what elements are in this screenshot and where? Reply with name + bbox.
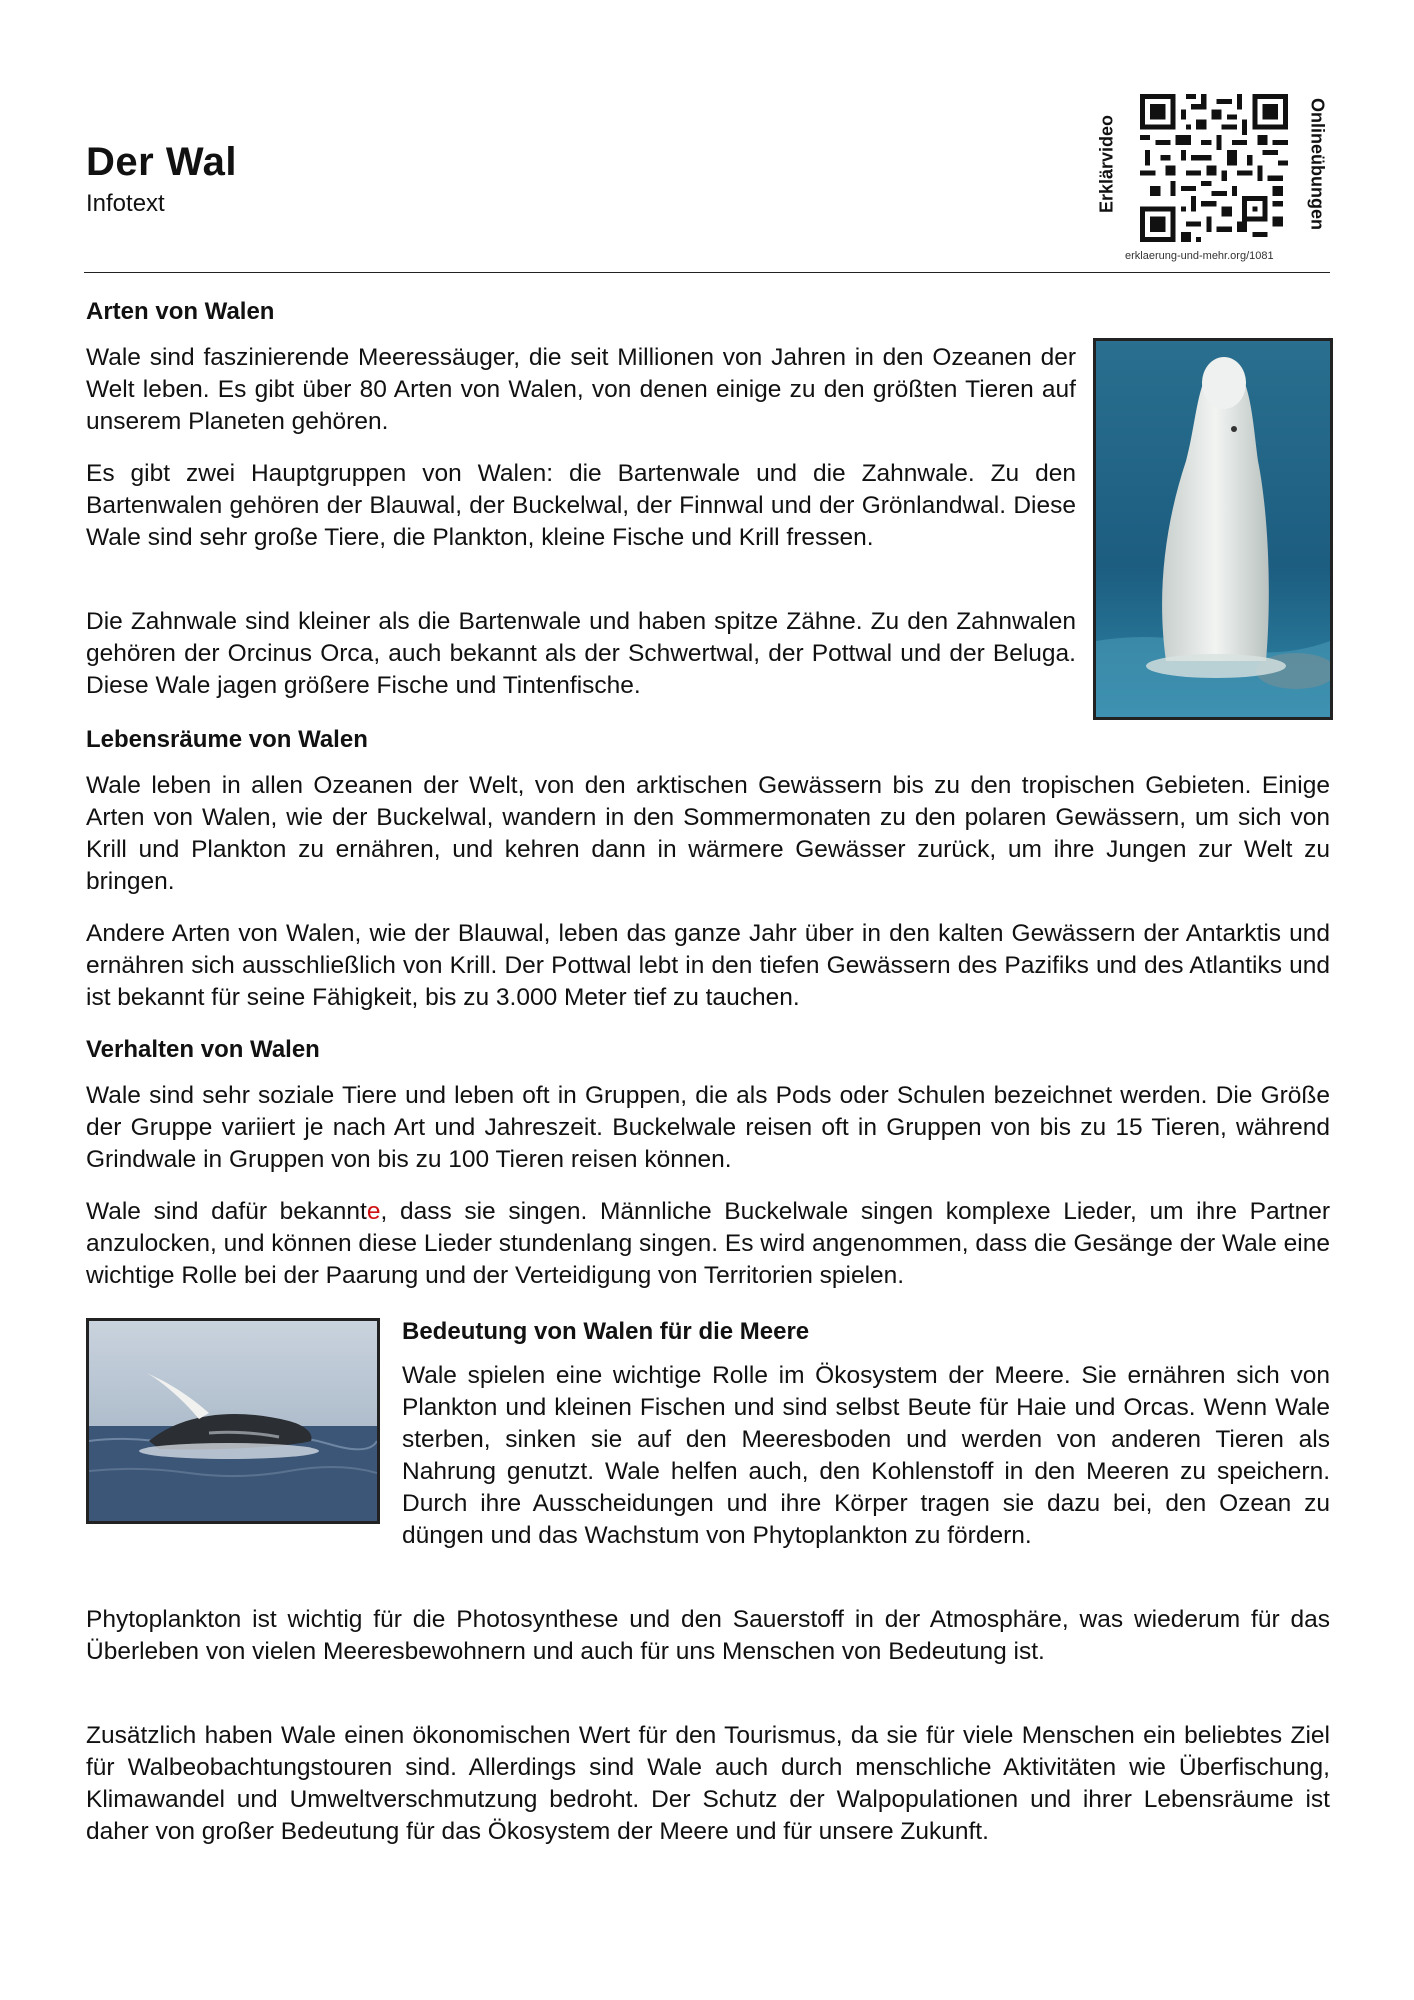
paragraph-lebensraeume-1: Wale leben in allen Ozeanen der Welt, von den arktischen Gewässern bis zu den tropischen Gebieten. Einige Arten von Walen, wie der Buckelwal, wandern in den Sommermonaten zu den polaren Gewässern, um sich von Krill und Plankton zu ernähren, und kehren dann in wärmere Gewässer zurück, um ihre Jungen zur Welt zu bringen. <box>86 772 1330 895</box>
qr-label-onlineuebungen: Onlineübungen <box>1307 98 1328 230</box>
paragraph-arten-2: Es gibt zwei Hauptgruppen von Walen: die Bartenwale und die Zahnwale. Zu den Bartenwalen gehören der Blauwal, der Buckelwal, der Finnwal und der Grönlandwal. Diese Wale sind sehr große Tiere, die Plankton, kleine Fische und Krill fressen. <box>86 460 1076 551</box>
humpback-image <box>89 1321 377 1521</box>
qr-code-block[interactable] <box>1085 88 1340 268</box>
paragraph-verhalten-1: Wale sind sehr soziale Tiere und leben oft in Gruppen, die als Pods oder Schulen bezeichnet werden. Die Größe der Gruppe variiert je nach Art und Jahreszeit. Buckelwale reisen oft in Gruppen von bis zu 15 Tieren, während Grindwale in Gruppen von bis zu 100 Tieren reisen können. <box>86 1082 1330 1173</box>
beluga-image <box>1096 341 1330 717</box>
highlighted-letter: e <box>366 1198 381 1225</box>
heading-arten: Arten von Walen <box>86 298 275 325</box>
heading-bedeutung: Bedeutung von Walen für die Meere <box>402 1318 810 1345</box>
page-title: Der Wal <box>86 140 237 184</box>
heading-lebensraeume: Lebensräume von Walen <box>86 726 368 753</box>
humpback-photo <box>86 1318 380 1524</box>
paragraph-verhalten-2-start: Wale sind dafür bekannt <box>86 1198 367 1225</box>
paragraph-arten-3: Die Zahnwale sind kleiner als die Bartenwale und haben spitze Zähne. Zu den Zahnwalen gehören der Orcinus Orca, auch bekannt als der Schwertwal, der Pottwal und der Beluga. Diese Wale jagen größere Fische und Tintenfische. <box>86 608 1076 699</box>
beluga-photo <box>1093 338 1333 720</box>
paragraph-bedeutung-2: Phytoplankton ist wichtig für die Photosynthese und den Sauerstoff in der Atmosphäre, was wiederum für das Überleben von vielen Meeresbewohnern und auch für uns Menschen von Bedeutung ist. <box>86 1606 1330 1665</box>
header-divider <box>84 272 1330 273</box>
qr-url-text[interactable]: erklaerung-und-mehr.org/1081 <box>1125 250 1274 262</box>
paragraph-verhalten-2-end: , dass sie singen. Männliche Buckelwale singen komplexe Lieder, um ihre Partner anzulocken, und können diese Lieder stundenlang singen. Es wird angenommen, dass die Gesänge der Wale eine wichtige Rolle bei der Paarung und der Verteidigung von Territorien spielen. <box>86 1198 1330 1289</box>
paragraph-verhalten-2 <box>86 1196 1330 1292</box>
page-subtitle: Infotext <box>86 190 165 217</box>
paragraph-arten-1: Wale sind faszinierende Meeressäuger, die seit Millionen von Jahren in den Ozeanen der Welt leben. Es gibt über 80 Arten von Walen, von denen einige zu den größten Tieren auf unserem Planeten gehören. <box>86 344 1076 435</box>
paragraph-lebensraeume-2: Andere Arten von Walen, wie der Blauwal, leben das ganze Jahr über in den kalten Gewässern der Antarktis und ernähren sich ausschließlich von Krill. Der Pottwal lebt in den tiefen Gewässern des Pazifiks und des Atlantiks und ist bekannt für seine Fähigkeit, bis zu 3.000 Meter tief zu tauchen. <box>86 920 1330 1011</box>
qr-label-erklaervideo: Erklärvideo <box>1096 114 1117 214</box>
heading-verhalten: Verhalten von Walen <box>86 1036 320 1063</box>
qr-code-icon[interactable] <box>1140 94 1288 242</box>
paragraph-bedeutung-3: Zusätzlich haben Wale einen ökonomischen Wert für den Tourismus, da sie für viele Menschen ein beliebtes Ziel für Walbeobachtungstouren sind. Allerdings sind Wale auch durch menschliche Aktivitäten wie Überfischung, Klimawandel und Umweltverschmutzung bedroht. Der Schutz der Walpopulationen und ihrer Lebensräume ist daher von großer Bedeutung für das Ökosystem der Meere und für unsere Zukunft. <box>86 1722 1330 1845</box>
paragraph-bedeutung-1: Wale spielen eine wichtige Rolle im Ökosystem der Meere. Sie ernähren sich von Plankton und kleinen Fischen und sind selbst Beute für Haie und Orcas. Wenn Wale sterben, sinken sie auf den Meeresboden und werden von anderen Tieren als Nahrung genutzt. Wale helfen auch, den Kohlenstoff in den Meeren zu speichern. Durch ihre Ausscheidungen und ihre Körper tragen sie dazu bei, den Ozean zu düngen und das Wachstum von Phytoplankton zu fördern. <box>402 1362 1330 1549</box>
